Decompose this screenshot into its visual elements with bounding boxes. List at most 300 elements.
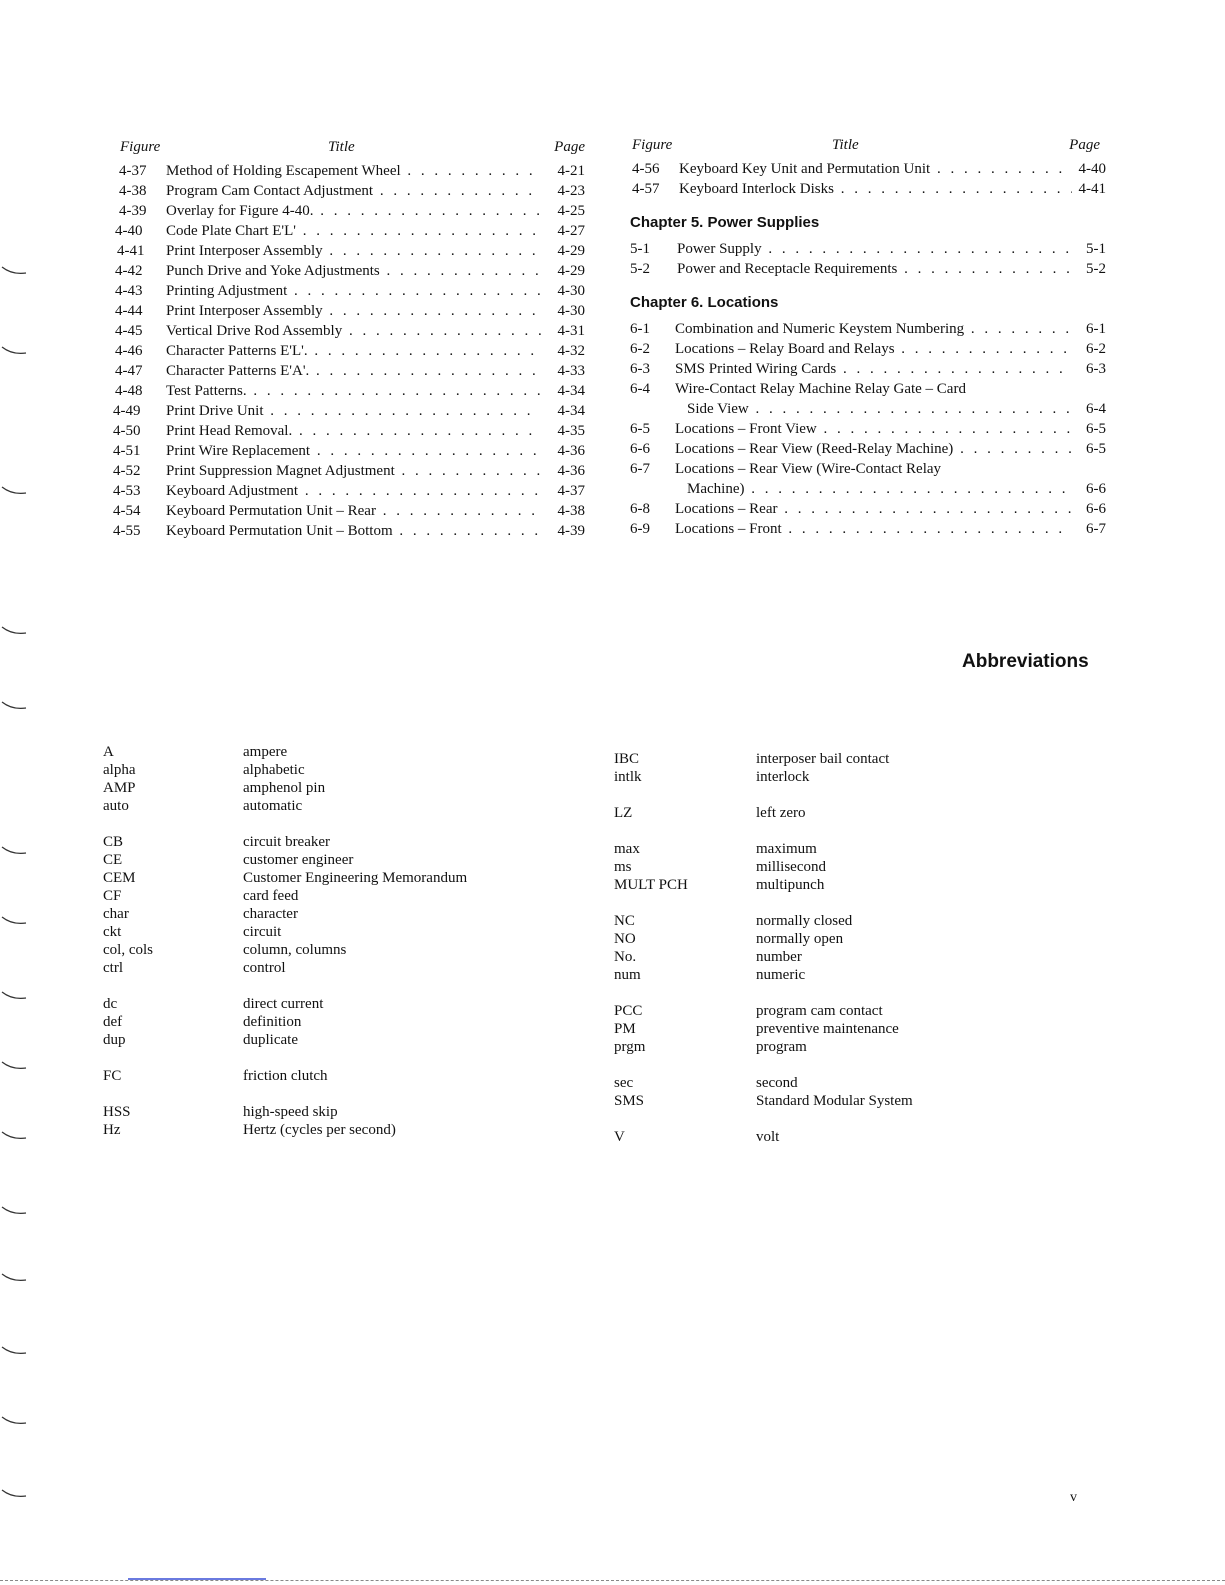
abbreviation: HSS <box>103 1104 131 1120</box>
figure-title-continuation: Side View . . . <box>675 399 1072 419</box>
figure-number: 6-4 <box>630 381 650 397</box>
abbreviation: AMP <box>103 780 136 796</box>
abbreviation-meaning: direct current <box>243 996 324 1012</box>
abbreviation-entry <box>614 858 1084 876</box>
abbreviation-entry <box>614 930 1084 948</box>
abbreviation-meaning: ampere <box>243 744 288 760</box>
group-spacer <box>614 822 1084 840</box>
toc-entry <box>113 401 585 421</box>
abbreviation: CEM <box>103 870 136 886</box>
abbreviation-entry <box>103 1031 573 1049</box>
figure-number: 4-56 <box>632 161 660 177</box>
figure-title-line: Locations – Relay Board and Relays . . . <box>675 339 1072 359</box>
binder-mark <box>0 1488 30 1500</box>
abbreviation-entry <box>103 869 573 887</box>
page-reference: 6-6 <box>1082 479 1106 499</box>
abbreviation-meaning: circuit <box>243 924 282 940</box>
page-column-header: Page <box>554 139 585 155</box>
figure-title <box>166 481 541 501</box>
binder-mark <box>0 915 30 927</box>
abbreviation: auto <box>103 798 129 814</box>
page-reference: 4-41 <box>1075 179 1107 199</box>
binder-mark <box>0 990 30 1002</box>
page-reference: 6-6 <box>1082 499 1106 519</box>
abbreviation-meaning: normally closed <box>756 913 853 929</box>
page-reference: 6-1 <box>1082 319 1106 339</box>
binder-mark <box>0 1205 30 1217</box>
page-reference: 6-2 <box>1082 339 1106 359</box>
figure-title-line: Method of Holding Escapement Wheel . . . <box>166 161 541 181</box>
group-spacer <box>614 786 1084 804</box>
figure-title-line: Combination and Numeric Keystem Numbering . . . <box>675 319 1072 339</box>
abbreviation-meaning: normally open <box>756 931 844 947</box>
abbreviation-entry <box>103 941 573 959</box>
figure-title <box>675 379 1072 419</box>
abbreviation-meaning: preventive maintenance <box>756 1021 899 1037</box>
figure-title <box>166 501 541 521</box>
toc-entry <box>113 381 585 401</box>
abbreviation: ctrl <box>103 960 123 976</box>
figure-title-line: Locations – Rear . . . <box>675 499 1072 519</box>
toc-entry <box>630 359 1106 379</box>
toc-entry <box>113 501 585 521</box>
group-spacer <box>614 1056 1084 1074</box>
toc-entry <box>113 481 585 501</box>
page-reference: 4-39 <box>554 521 586 541</box>
figure-title-line: Character Patterns E'A'. . . . <box>166 361 541 381</box>
figure-title <box>166 421 541 441</box>
figure-number: 4-43 <box>115 283 143 299</box>
abbreviation-entry <box>614 1092 1084 1110</box>
abbreviation: max <box>614 841 640 857</box>
figure-number: 4-53 <box>113 483 141 499</box>
abbreviation: CF <box>103 888 122 904</box>
figure-title <box>166 381 541 401</box>
figure-title-line: Keyboard Interlock Disks . . . <box>679 179 1072 199</box>
abbreviation-meaning: control <box>243 960 286 976</box>
figure-number: 4-45 <box>115 323 143 339</box>
abbreviation-entry <box>103 779 573 797</box>
figure-title-line: Vertical Drive Rod Assembly . . . <box>166 321 541 341</box>
abbreviation-meaning: card feed <box>243 888 299 904</box>
abbreviation-entry <box>103 743 573 761</box>
group-spacer <box>614 984 1084 1002</box>
toc-entry <box>630 439 1106 459</box>
figure-title-line: Print Suppression Magnet Adjustment . . . <box>166 461 541 481</box>
binder-mark <box>0 1345 30 1357</box>
abbreviation-meaning: automatic <box>243 798 303 814</box>
toc-entry <box>113 281 585 301</box>
abbreviation-entry <box>103 887 573 905</box>
page-reference: 6-5 <box>1082 439 1106 459</box>
scan-bottom-edge <box>0 1580 1225 1581</box>
figure-title <box>166 201 541 221</box>
group-spacer <box>614 894 1084 912</box>
title-column-header: Title <box>832 137 859 153</box>
group-spacer <box>103 1049 573 1067</box>
binder-mark <box>0 700 30 712</box>
toc-entry <box>630 379 1106 419</box>
chapter-5-heading: Chapter 5. Power Supplies <box>630 214 820 231</box>
figure-title <box>166 321 541 341</box>
abbreviation-meaning: high-speed skip <box>243 1104 338 1120</box>
abbreviation-entry <box>614 1002 1084 1020</box>
abbreviation-entry <box>103 1013 573 1031</box>
abbreviation-meaning: Hertz (cycles per second) <box>243 1122 396 1138</box>
figure-number: 4-55 <box>113 523 141 539</box>
figure-title <box>166 521 541 541</box>
toc-entry <box>113 461 585 481</box>
abbreviation: FC <box>103 1068 122 1084</box>
figure-title <box>166 161 541 181</box>
abbreviation-entry <box>103 761 573 779</box>
figure-title <box>166 181 541 201</box>
binder-mark <box>0 625 30 637</box>
abbreviation-meaning: character <box>243 906 298 922</box>
toc-entry <box>113 301 585 321</box>
figure-title <box>166 361 541 381</box>
page-reference: 4-29 <box>554 261 586 281</box>
page-reference: 4-34 <box>554 401 586 421</box>
figure-title-line: Power and Receptacle Requirements . . . <box>677 259 1072 279</box>
figure-number: 4-38 <box>119 183 147 199</box>
figure-title-line: Wire-Contact Relay Machine Relay Gate – Card <box>675 381 966 397</box>
abbreviation-entry <box>614 1020 1084 1038</box>
page-reference: 5-2 <box>1082 259 1106 279</box>
toc-entry <box>630 459 1106 499</box>
abbreviation-meaning: circuit breaker <box>243 834 331 850</box>
figure-title <box>166 341 541 361</box>
figure-title-line: Test Patterns. . . . <box>166 381 541 401</box>
figure-title-line: Keyboard Adjustment . . . <box>166 481 541 501</box>
toc-entry <box>113 421 585 441</box>
abbreviation-meaning: interposer bail contact <box>756 751 890 767</box>
abbreviation-meaning: interlock <box>756 769 810 785</box>
figure-number: 6-6 <box>630 441 650 457</box>
abbreviation-entry <box>614 876 1084 894</box>
figure-title <box>675 359 1072 379</box>
figure-number: 5-1 <box>630 241 650 257</box>
page-reference: 5-1 <box>1082 239 1106 259</box>
binder-mark <box>0 845 30 857</box>
left-figure-list <box>113 139 585 541</box>
page-reference: 4-25 <box>554 201 586 221</box>
group-spacer <box>103 815 573 833</box>
page-reference: 6-4 <box>1082 399 1106 419</box>
abbreviation-meaning: number <box>756 949 802 965</box>
page-column-header: Page <box>1069 137 1100 153</box>
toc-entry <box>630 419 1106 439</box>
abbreviation: CE <box>103 852 123 868</box>
page-reference: 6-7 <box>1082 519 1106 539</box>
figure-title-line: Power Supply . . . <box>677 239 1072 259</box>
abbreviation: MULT PCH <box>614 877 688 893</box>
toc-entry <box>630 519 1106 539</box>
abbreviation-meaning: multipunch <box>756 877 825 893</box>
figure-title <box>166 441 541 461</box>
toc-entry <box>630 159 1106 179</box>
figure-title <box>166 281 541 301</box>
abbreviation-entry <box>614 804 1084 822</box>
abbreviation: prgm <box>614 1039 646 1055</box>
figure-number: 4-48 <box>115 383 143 399</box>
abbreviation: NO <box>614 931 636 947</box>
figure-title <box>675 419 1072 439</box>
figure-title-line: Overlay for Figure 4-40. . . . <box>166 201 541 221</box>
abbreviation-meaning: numeric <box>756 967 806 983</box>
abbreviation-entry <box>103 995 573 1013</box>
page-reference: 4-33 <box>554 361 586 381</box>
page-number: v <box>1070 1490 1077 1505</box>
figure-title <box>675 519 1072 539</box>
page-reference: 4-40 <box>1075 159 1107 179</box>
figure-title-line: Character Patterns E'L'. . . . <box>166 341 541 361</box>
figure-title <box>166 401 541 421</box>
toc-entry <box>113 241 585 261</box>
abbreviation: sec <box>614 1075 634 1091</box>
figure-number: 4-52 <box>113 463 141 479</box>
abbreviation-meaning: left zero <box>756 805 806 821</box>
abbreviation-entry <box>103 1121 573 1139</box>
abbreviation-entry <box>103 1103 573 1121</box>
figure-title <box>675 319 1072 339</box>
figure-title <box>166 241 541 261</box>
figure-number: 4-51 <box>113 443 141 459</box>
abbreviation-meaning: friction clutch <box>243 1068 328 1084</box>
abbreviation-entry <box>614 1074 1084 1092</box>
toc-entry <box>113 441 585 461</box>
left-list-header <box>113 139 585 161</box>
abbreviation-entry <box>614 768 1084 786</box>
abbreviation: Hz <box>103 1122 121 1138</box>
figure-number: 4-47 <box>115 363 143 379</box>
figure-title-line: Locations – Rear View (Wire-Contact Relay <box>675 461 942 477</box>
page-reference: 4-32 <box>554 341 586 361</box>
figure-title-line: Keyboard Key Unit and Permutation Unit . . . <box>679 159 1072 179</box>
abbreviation-entry <box>614 948 1084 966</box>
figure-number: 4-40 <box>115 223 143 239</box>
page-reference: 4-27 <box>554 221 586 241</box>
toc-entry <box>630 179 1106 199</box>
figure-title-continuation: Machine) . . . <box>675 479 1072 499</box>
figure-title-line: Print Drive Unit . . . <box>166 401 541 421</box>
figure-number: 6-8 <box>630 501 650 517</box>
abbreviation: PM <box>614 1021 636 1037</box>
figure-number: 4-46 <box>115 343 143 359</box>
abbreviation: num <box>614 967 641 983</box>
page-reference: 4-36 <box>554 441 586 461</box>
abbreviation-meaning: amphenol pin <box>243 780 326 796</box>
abbreviation-entry <box>614 840 1084 858</box>
abbreviation-meaning: alphabetic <box>243 762 305 778</box>
abbreviation: ms <box>614 859 632 875</box>
abbreviation: col, cols <box>103 942 153 958</box>
abbreviation-entry <box>614 1128 1084 1146</box>
chapter-6-heading: Chapter 6. Locations <box>630 294 779 311</box>
figure-title-line: Print Interposer Assembly . . . <box>166 241 541 261</box>
abbreviation-meaning: second <box>756 1075 798 1091</box>
toc-entry <box>113 161 585 181</box>
binder-mark <box>0 265 30 277</box>
abbreviation-entry <box>103 833 573 851</box>
toc-entry <box>113 181 585 201</box>
page-reference: 4-30 <box>554 281 586 301</box>
figure-title <box>677 239 1072 259</box>
figure-title <box>675 499 1072 519</box>
figure-title-line: Locations – Front . . . <box>675 519 1072 539</box>
binder-mark <box>0 1130 30 1142</box>
abbreviation-entry <box>614 966 1084 984</box>
page-reference: 4-34 <box>554 381 586 401</box>
figure-number: 6-7 <box>630 461 650 477</box>
figure-title-line: SMS Printed Wiring Cards . . . <box>675 359 1072 379</box>
binder-mark <box>0 485 30 497</box>
toc-entry <box>630 259 1106 279</box>
abbreviation-entry <box>103 851 573 869</box>
figure-title <box>675 459 1072 499</box>
figure-title-line: Program Cam Contact Adjustment . . . <box>166 181 541 201</box>
binder-mark <box>0 1060 30 1072</box>
figure-title-line: Locations – Rear View (Reed-Relay Machine) . . . <box>675 439 1072 459</box>
figure-number: 4-42 <box>115 263 143 279</box>
page-reference: 4-31 <box>554 321 586 341</box>
figure-number: 4-50 <box>113 423 141 439</box>
page-reference: 4-21 <box>554 161 586 181</box>
figure-title-line: Code Plate Chart E'L' . . . <box>166 221 541 241</box>
figure-title-line: Keyboard Permutation Unit – Rear . . . <box>166 501 541 521</box>
abbreviation-entry <box>614 1038 1084 1056</box>
figure-title-line: Keyboard Permutation Unit – Bottom . . . <box>166 521 541 541</box>
toc-entry <box>113 221 585 241</box>
abbreviation: LZ <box>614 805 633 821</box>
toc-entry <box>630 499 1106 519</box>
toc-entry <box>113 341 585 361</box>
abbreviation: alpha <box>103 762 136 778</box>
abbreviation-meaning: definition <box>243 1014 302 1030</box>
abbreviation-meaning: duplicate <box>243 1032 298 1048</box>
figure-number: 4-49 <box>113 403 141 419</box>
group-spacer <box>103 1085 573 1103</box>
figure-number: 6-5 <box>630 421 650 437</box>
figure-column-header: Figure <box>632 137 673 153</box>
figure-number: 4-44 <box>115 303 143 319</box>
figure-title <box>166 261 541 281</box>
figure-number: 4-39 <box>119 203 147 219</box>
abbreviation-meaning: Customer Engineering Memorandum <box>243 870 468 886</box>
abbreviation-meaning: program <box>756 1039 807 1055</box>
abbreviation-meaning: column, columns <box>243 942 347 958</box>
page-reference: 4-23 <box>554 181 586 201</box>
page-reference: 4-38 <box>554 501 586 521</box>
page-reference: 4-30 <box>554 301 586 321</box>
figure-title <box>166 301 541 321</box>
abbreviation-entry <box>103 905 573 923</box>
scan-blue-mark <box>128 1578 266 1580</box>
binder-mark <box>0 1415 30 1427</box>
page-reference: 4-35 <box>554 421 586 441</box>
figure-title-line: Print Interposer Assembly . . . <box>166 301 541 321</box>
figure-number: 4-41 <box>117 243 145 259</box>
page-reference: 4-36 <box>554 461 586 481</box>
abbreviation-meaning: Standard Modular System <box>756 1093 913 1109</box>
figure-title <box>166 221 541 241</box>
abbreviations-heading: Abbreviations <box>962 651 1089 672</box>
toc-entry <box>113 361 585 381</box>
abbreviation-meaning: program cam contact <box>756 1003 883 1019</box>
figure-title <box>677 259 1072 279</box>
abbreviation: IBC <box>614 751 640 767</box>
abbreviation: No. <box>614 949 637 965</box>
abbreviation-entry <box>103 797 573 815</box>
toc-entry <box>630 239 1106 259</box>
abbreviation: dup <box>103 1032 126 1048</box>
group-spacer <box>614 1110 1084 1128</box>
binder-mark <box>0 1272 30 1284</box>
toc-entry <box>113 521 585 541</box>
figure-title <box>675 339 1072 359</box>
toc-entry <box>113 321 585 341</box>
figure-title-line: Punch Drive and Yoke Adjustments . . . <box>166 261 541 281</box>
abbreviation-entry <box>614 750 1084 768</box>
abbreviation: intlk <box>614 769 642 785</box>
binder-mark <box>0 345 30 357</box>
figure-number: 4-54 <box>113 503 141 519</box>
toc-entry <box>113 201 585 221</box>
figure-title-line: Print Wire Replacement . . . <box>166 441 541 461</box>
figure-number: 4-37 <box>119 163 147 179</box>
abbreviation-entry <box>103 959 573 977</box>
figure-title <box>679 179 1072 199</box>
figure-number: 5-2 <box>630 261 650 277</box>
page-reference: 4-29 <box>554 241 586 261</box>
figure-title-line: Printing Adjustment . . . <box>166 281 541 301</box>
abbreviation-meaning: millisecond <box>756 859 826 875</box>
figure-number: 6-3 <box>630 361 650 377</box>
right-list-header <box>630 137 1106 159</box>
abbreviation: V <box>614 1129 625 1145</box>
abbreviation-entry <box>614 912 1084 930</box>
abbreviation: CB <box>103 834 124 850</box>
abbreviation-meaning: customer engineer <box>243 852 354 868</box>
figure-column-header: Figure <box>120 139 161 155</box>
figure-title <box>679 159 1072 179</box>
abbreviation: char <box>103 906 129 922</box>
abbreviation: SMS <box>614 1093 645 1109</box>
group-spacer <box>103 977 573 995</box>
abbreviation: PCC <box>614 1003 643 1019</box>
abbreviation: A <box>103 744 114 760</box>
figure-number: 6-2 <box>630 341 650 357</box>
abbreviation-entry <box>103 923 573 941</box>
page-reference: 6-5 <box>1082 419 1106 439</box>
figure-title-line: Print Head Removal. . . . <box>166 421 541 441</box>
figure-number: 6-9 <box>630 521 650 537</box>
abbreviations-left-column <box>103 743 573 1139</box>
abbreviations-right-column <box>614 750 1084 1146</box>
right-figure-list <box>630 137 1106 539</box>
abbreviation-meaning: maximum <box>756 841 817 857</box>
abbreviation: NC <box>614 913 635 929</box>
toc-entry <box>630 319 1106 339</box>
figure-title <box>675 439 1072 459</box>
abbreviation: dc <box>103 996 118 1012</box>
toc-entry <box>113 261 585 281</box>
abbreviation-meaning: volt <box>756 1129 780 1145</box>
figure-number: 6-1 <box>630 321 650 337</box>
toc-entry <box>630 339 1106 359</box>
title-column-header: Title <box>328 139 355 155</box>
abbreviation: def <box>103 1014 123 1030</box>
